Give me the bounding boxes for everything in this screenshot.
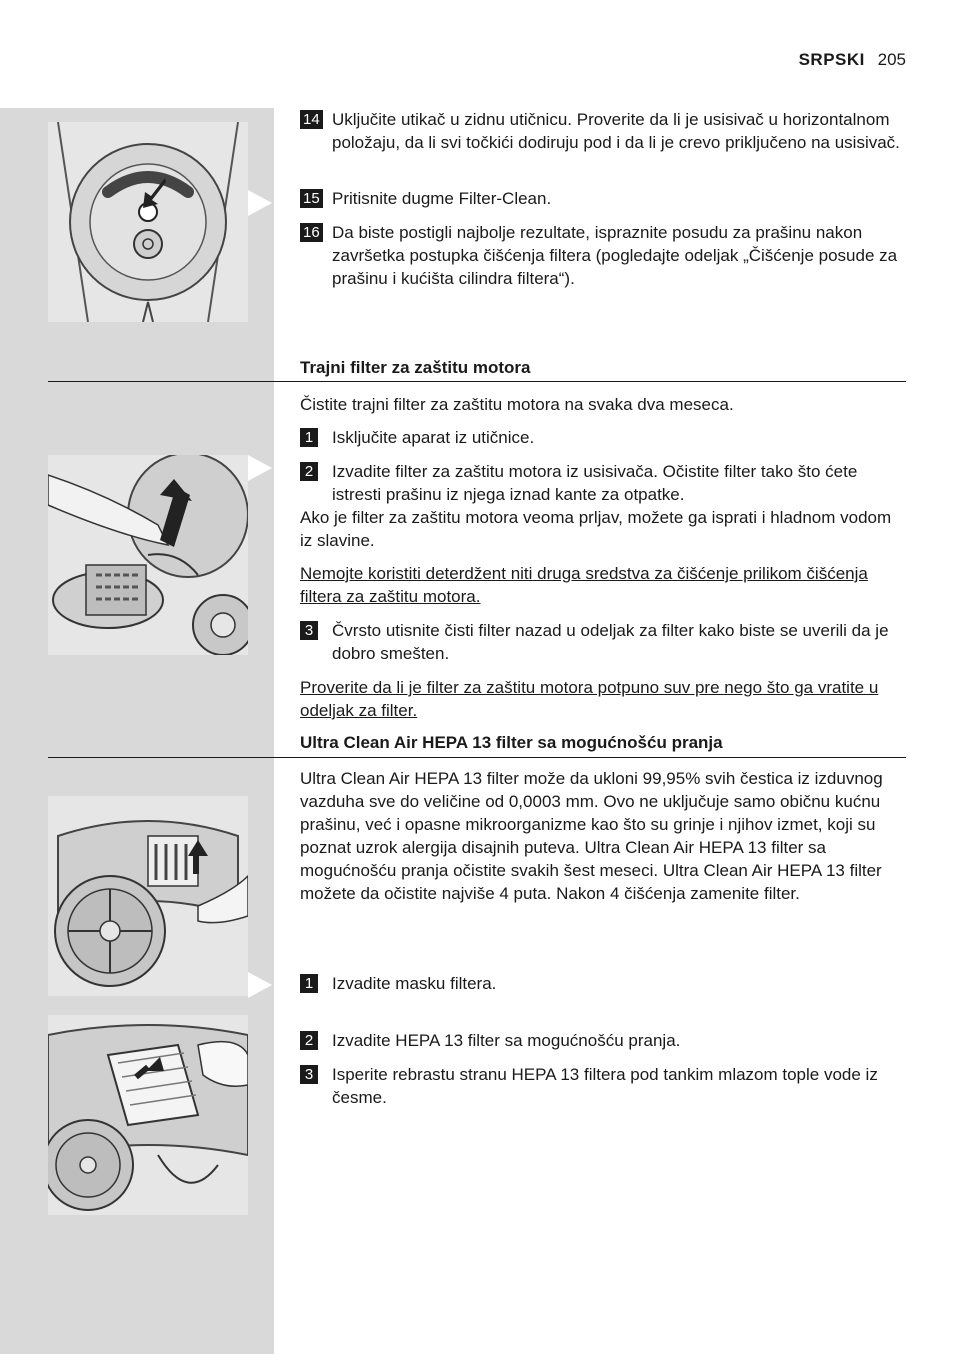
step-text: Isperite rebrastu stranu HEPA 13 filtera pod tankim mlazom tople vode iz česme. <box>332 1065 878 1107</box>
step-text: Čvrsto utisnite čisti filter nazad u odeljak za filter kako biste se uverili da je dobro smešten. <box>332 621 889 663</box>
step-3 <box>300 1063 900 1109</box>
step-16 <box>300 221 900 290</box>
step-number: 1 <box>300 428 318 447</box>
section-heading: Ultra Clean Air HEPA 13 filter sa mogućnošću pranja <box>300 733 723 752</box>
step-number: 3 <box>300 621 318 640</box>
page-number: 205 <box>877 50 906 69</box>
illustration-pointer <box>248 190 272 216</box>
step-number: 16 <box>300 223 323 242</box>
page-header <box>799 50 906 70</box>
warning-text <box>300 562 900 608</box>
warning-text <box>300 676 900 722</box>
step-1 <box>300 426 900 449</box>
section-divider <box>48 381 906 382</box>
step-number: 2 <box>300 1031 318 1050</box>
filter-grille-removal-illustration <box>48 796 248 996</box>
step-3 <box>300 619 900 665</box>
note-text: Ako je filter za zaštitu motora veoma prljav, možete ga isprati i hladnom vodom iz slavine. <box>300 508 892 550</box>
section-intro: Ultra Clean Air HEPA 13 filter može da ukloni 99,95% svih čestica iz izduvnog vazduha sve do veličine od 0,0003 mm. Ovo ne uključuje samo običnu kućnu prašinu, već i opasne mikroorganizme kao što su grinje i njihov izmet, koji su poznat uzrok alergija disajnih puteva. Ultra Clean Air HEPA 13 filter sa mogućnošću pranja očistite svakih šest meseci. Ultra Clean Air HEPA 13 filter možete da očistite najviše 4 puta. Nakon 4 čišćenja zamenite filter. <box>300 769 883 903</box>
motor-filter-removal-illustration <box>48 455 248 655</box>
section-heading: Trajni filter za zaštitu motora <box>300 358 531 377</box>
step-number: 14 <box>300 110 323 129</box>
hepa-filter-removal-illustration <box>48 1015 248 1215</box>
step-number: 3 <box>300 1065 318 1084</box>
step-text: Da biste postigli najbolje rezultate, ispraznite posudu za prašinu nakon završetka postupka čišćenja filtera (pogledajte odeljak „Čišćenje posude za prašinu i kućišta cilindra filtera“). <box>332 223 898 288</box>
step-number: 2 <box>300 462 318 481</box>
step-text: Pritisnite dugme Filter-Clean. <box>332 189 552 208</box>
illustration-pointer <box>248 972 272 998</box>
section-divider <box>48 757 906 758</box>
step-text: Izvadite filter za zaštitu motora iz usisivača. Očistite filter tako što ćete istresti prašinu iz njega iznad kante za otpatke. <box>332 462 858 504</box>
filter-clean-button-illustration <box>48 122 248 322</box>
step-2 <box>300 460 900 506</box>
warning-underlined: Nemojte koristiti deterdžent niti druga sredstva za čišćenje prilikom čišćenja filtera za zaštitu motora. <box>300 564 868 606</box>
step-text: Izvadite masku filtera. <box>332 974 497 993</box>
step-15 <box>300 187 900 210</box>
step-1 <box>300 972 900 995</box>
illustration-pointer <box>248 455 272 481</box>
section-intro: Čistite trajni filter za zaštitu motora na svaka dva meseca. <box>300 395 734 414</box>
step-number: 15 <box>300 189 323 208</box>
step-text: Uključite utikač u zidnu utičnicu. Proverite da li je usisivač u horizontalnom položaju, da li svi točkići dodiruju pod i da li je crevo priključeno na usisivač. <box>332 110 900 152</box>
step-text: Isključite aparat iz utičnice. <box>332 428 535 447</box>
step-number: 1 <box>300 974 318 993</box>
step-text: Izvadite HEPA 13 filter sa mogućnošću pranja. <box>332 1031 681 1050</box>
warning-underlined: Proverite da li je filter za zaštitu motora potpuno suv pre nego što ga vratite u odeljak za filter. <box>300 678 879 720</box>
step-14 <box>300 108 900 154</box>
language-label: SRPSKI <box>798 50 865 69</box>
step-2 <box>300 1029 900 1052</box>
